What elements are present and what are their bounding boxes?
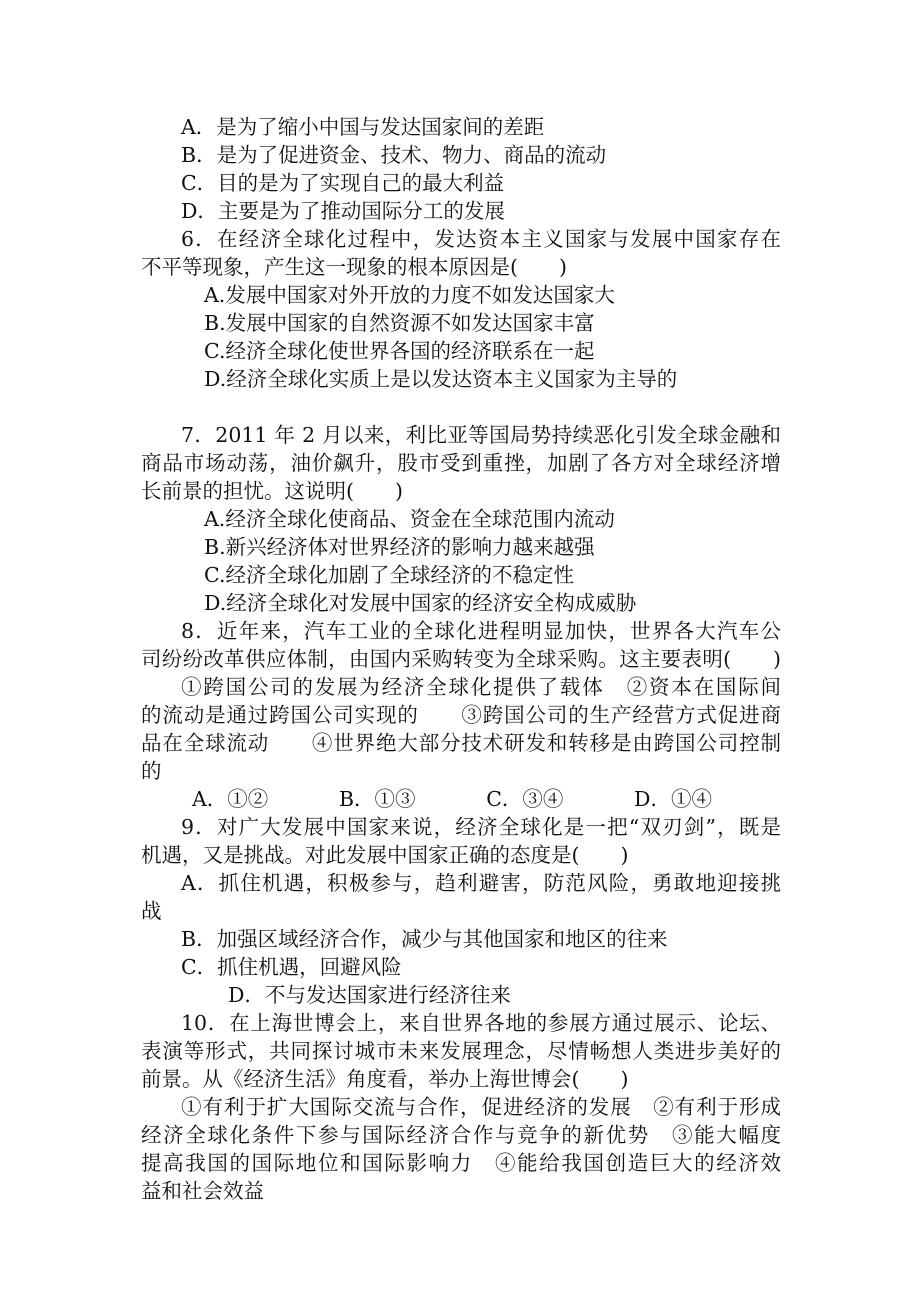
q10-statements-line-1: ①有利于扩大国际交流与合作，促进经济的发展 ②有利于形成 <box>181 1095 781 1119</box>
q9-stem-line-1: 9．对广大发展中国家来说，经济全球化是一把“双刃剑”，既是 <box>181 815 781 839</box>
q5-option-d: D．主要是为了推动国际分工的发展 <box>181 199 505 223</box>
q6-stem-line-2: 不平等现象，产生这一现象的根本原因是( ) <box>141 255 567 279</box>
q9-stem-line-2: 机遇，又是挑战。对此发展中国家正确的态度是( ) <box>141 843 629 867</box>
q5-option-c: C．目的是为了实现自己的最大利益 <box>181 171 505 195</box>
q7-stem-line-2: 商品市场动荡，油价飙升，股市受到重挫，加剧了各方对全球经济增 <box>141 451 781 475</box>
q9-option-a-line-1: A．抓住机遇，积极参与，趋利避害，防范风险，勇敢地迎接挑 <box>181 871 781 895</box>
q9-option-d: D．不与发达国家进行经济往来 <box>228 983 511 1007</box>
q9-option-b: B．加强区域经济合作，减少与其他国家和地区的往来 <box>181 927 668 951</box>
q7-option-b: B.新兴经济体对世界经济的影响力越来越强 <box>204 535 595 559</box>
q8-statements-line-3: 品在全球流动 ④世界绝大部分技术研发和转移是由跨国公司控制 <box>141 731 781 755</box>
q10-statements-line-3: 提高我国的国际地位和国际影响力 ④能给我国创造巨大的经济效 <box>141 1151 781 1175</box>
q7-option-c: C.经济全球化加剧了全球经济的不稳定性 <box>204 563 574 587</box>
q6-option-b: B.发展中国家的自然资源不如发达国家丰富 <box>204 311 595 335</box>
q7-option-a: A.经济全球化使商品、资金在全球范围内流动 <box>204 507 615 531</box>
q9-option-c: C．抓住机遇，回避风险 <box>181 955 402 979</box>
q6-stem-line-1: 6．在经济全球化过程中，发达资本主义国家与发展中国家存在 <box>181 227 781 251</box>
q8-statements-line-4: 的 <box>141 759 162 783</box>
q7-stem-line-3: 长前景的担忧。这说明( ) <box>141 479 403 503</box>
q6-option-c: C.经济全球化使世界各国的经济联系在一起 <box>204 339 595 363</box>
q8-statements-line-2: 的流动是通过跨国公司实现的 ③跨国公司的生产经营方式促进商 <box>141 703 781 727</box>
q10-statements-line-4: 益和社会效益 <box>141 1179 264 1203</box>
q8-option-c: C．③④ <box>486 787 564 811</box>
q6-option-a: A.发展中国家对外开放的力度不如发达国家大 <box>204 283 615 307</box>
q10-stem-line-3: 前景。从《经济生活》角度看，举办上海世博会( ) <box>141 1067 629 1091</box>
q8-option-b: B．①③ <box>338 787 416 811</box>
q10-stem-line-2: 表演等形式，共同探讨城市未来发展理念，尽情畅想人类进步美好的 <box>141 1039 781 1063</box>
q5-option-b: B．是为了促进资金、技术、物力、商品的流动 <box>181 143 607 167</box>
q9-option-a-line-2: 战 <box>141 899 162 923</box>
q8-statements-line-1: ①跨国公司的发展为经济全球化提供了载体 ②资本在国际间 <box>181 675 781 699</box>
q8-stem-line-2: 司纷纷改革供应体制，由国内采购转变为全球采购。这主要表明( ) <box>141 647 781 671</box>
q8-option-d: D．①④ <box>634 787 712 811</box>
q5-option-a: A．是为了缩小中国与发达国家间的差距 <box>181 115 545 139</box>
q7-option-d: D.经济全球化对发展中国家的经济安全构成威胁 <box>204 591 637 615</box>
q10-statements-line-2: 经济全球化条件下参与国际经济合作与竞争的新优势 ③能大幅度 <box>141 1123 781 1147</box>
q6-option-d: D.经济全球化实质上是以发达资本主义国家为主导的 <box>204 367 678 391</box>
q8-options-row <box>192 785 712 813</box>
q10-stem-line-1: 10．在上海世博会上，来自世界各地的参展方通过展示、论坛、 <box>181 1011 781 1035</box>
q8-option-a: A．①② <box>192 787 269 811</box>
q7-stem-line-1: 7．2011 年 2 月以来，利比亚等国局势持续恶化引发全球金融和 <box>181 423 781 447</box>
q8-stem-line-1: 8．近年来，汽车工业的全球化进程明显加快，世界各大汽车公 <box>181 619 781 643</box>
